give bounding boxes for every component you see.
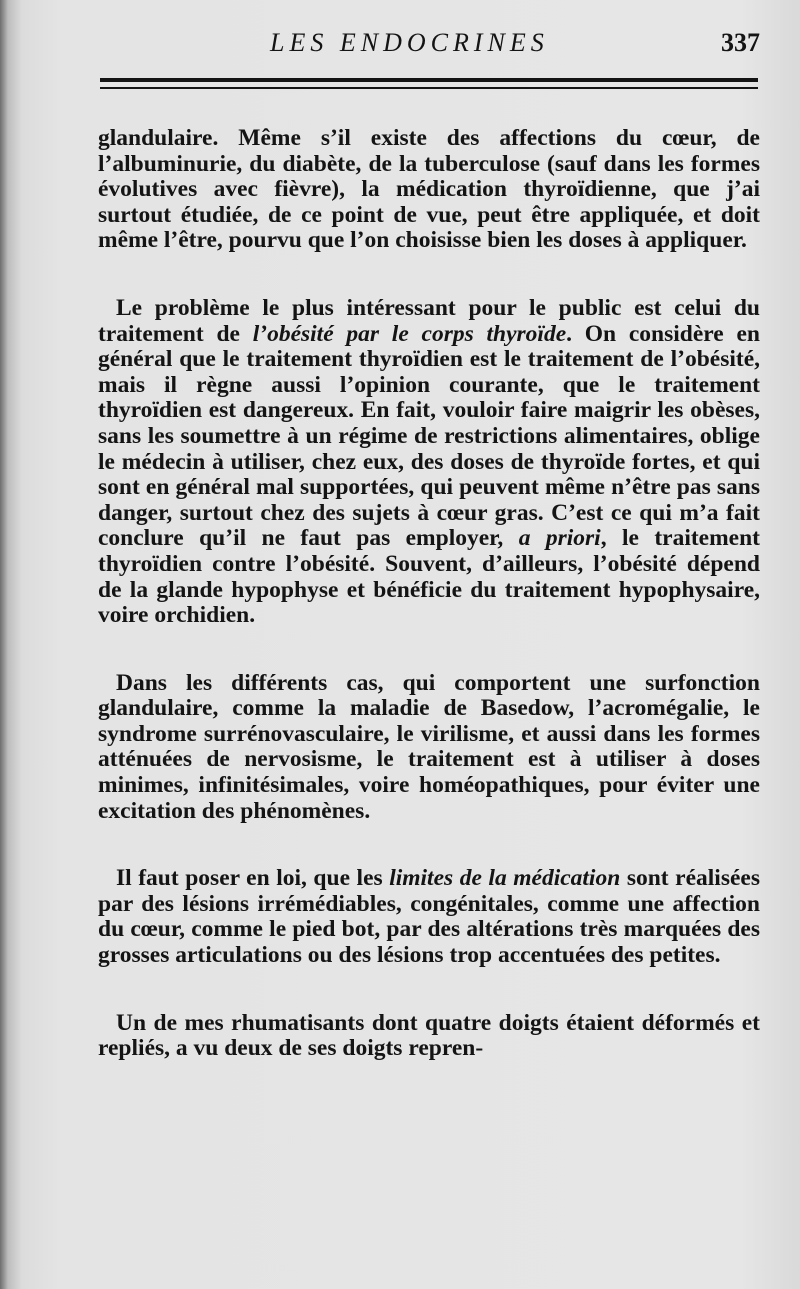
paragraph	[98, 671, 760, 825]
paragraph-gap	[98, 254, 760, 296]
paragraph-gap	[98, 824, 760, 866]
italic-phrase: l’obésité par le corps thyroïde	[252, 320, 567, 347]
text-run: . On considère en général que le traitement thyroïdien est le traitement de l’obésité, mais il règne aussi l’opinion courante, que le traitement thyroïdien est dangereux. En fait, vouloir faire maigrir les obèses, sans les soumettre à un régime de restrictions alimentaires, oblige le médecin à utiliser, chez eux, des doses de thyroïde fortes, et qui sont en général mal supportées, qui peuvent même n’être pas sans danger, surtout chez des sujets à cœur gras. C’est ce qui m’a fait conclure qu’il ne faut pas employer,	[98, 320, 760, 552]
text-run: sont réalisées par des lésions irrémédiables, congénitales, comme une affection du cœur, comme le pied bot, par des altérations très marquées des grosses articulations ou des lésions trop accentuées des petites.	[98, 865, 760, 969]
paragraph	[98, 126, 760, 254]
header-rule-thick	[100, 78, 758, 82]
body-text	[98, 126, 760, 1062]
italic-phrase: limites de la médication	[389, 865, 621, 892]
paragraph	[98, 866, 760, 968]
paragraph-gap	[98, 629, 760, 671]
paragraph	[98, 1011, 760, 1062]
text-run: Le problème le plus intéressant pour le public est celui du traitement de	[98, 294, 760, 347]
italic-phrase: a priori	[518, 525, 601, 552]
paragraph	[98, 296, 760, 629]
page-header	[100, 28, 760, 68]
text-run: , le traitement thyroïdien contre l’obésité. Souvent, d’ailleurs, l’obésité dépend de la glande hypophyse et bénéficie du traitement hypophysaire, voire orchidien.	[98, 525, 761, 629]
header-rule-thin	[100, 87, 758, 89]
running-title: LES ENDOCRINES	[270, 28, 549, 57]
text-run: Dans les différents cas, qui comportent une surfonction glandulaire, comme la maladie de Basedow, l’acromégalie, le syndrome surrénovasculaire, le virilisme, et aussi dans les formes atténuées de nervosisme, le traitement est à utiliser à doses minimes, infinitésimales, voire homéopathiques, pour éviter une excitation des phénomènes.	[98, 669, 760, 824]
text-run: Un de mes rhumatisants dont quatre doigts étaient déformés et repliés, a vu deux de ses doigts repren-	[98, 1009, 760, 1062]
paragraph-gap	[98, 969, 760, 1011]
text-run: glandulaire. Même s’il existe des affections du cœur, de l’albuminurie, du diabète, de la tuberculose (sauf dans les formes évolutives avec fièvre), la médication thyroïdienne, que j’ai surtout étudiée, de ce point de vue, peut être appliquée, et doit même l’être, pourvu que l’on choisisse bien les doses à appliquer.	[98, 125, 760, 254]
page-number: 337	[721, 28, 760, 57]
text-run: Il faut poser en loi, que les	[116, 865, 390, 892]
